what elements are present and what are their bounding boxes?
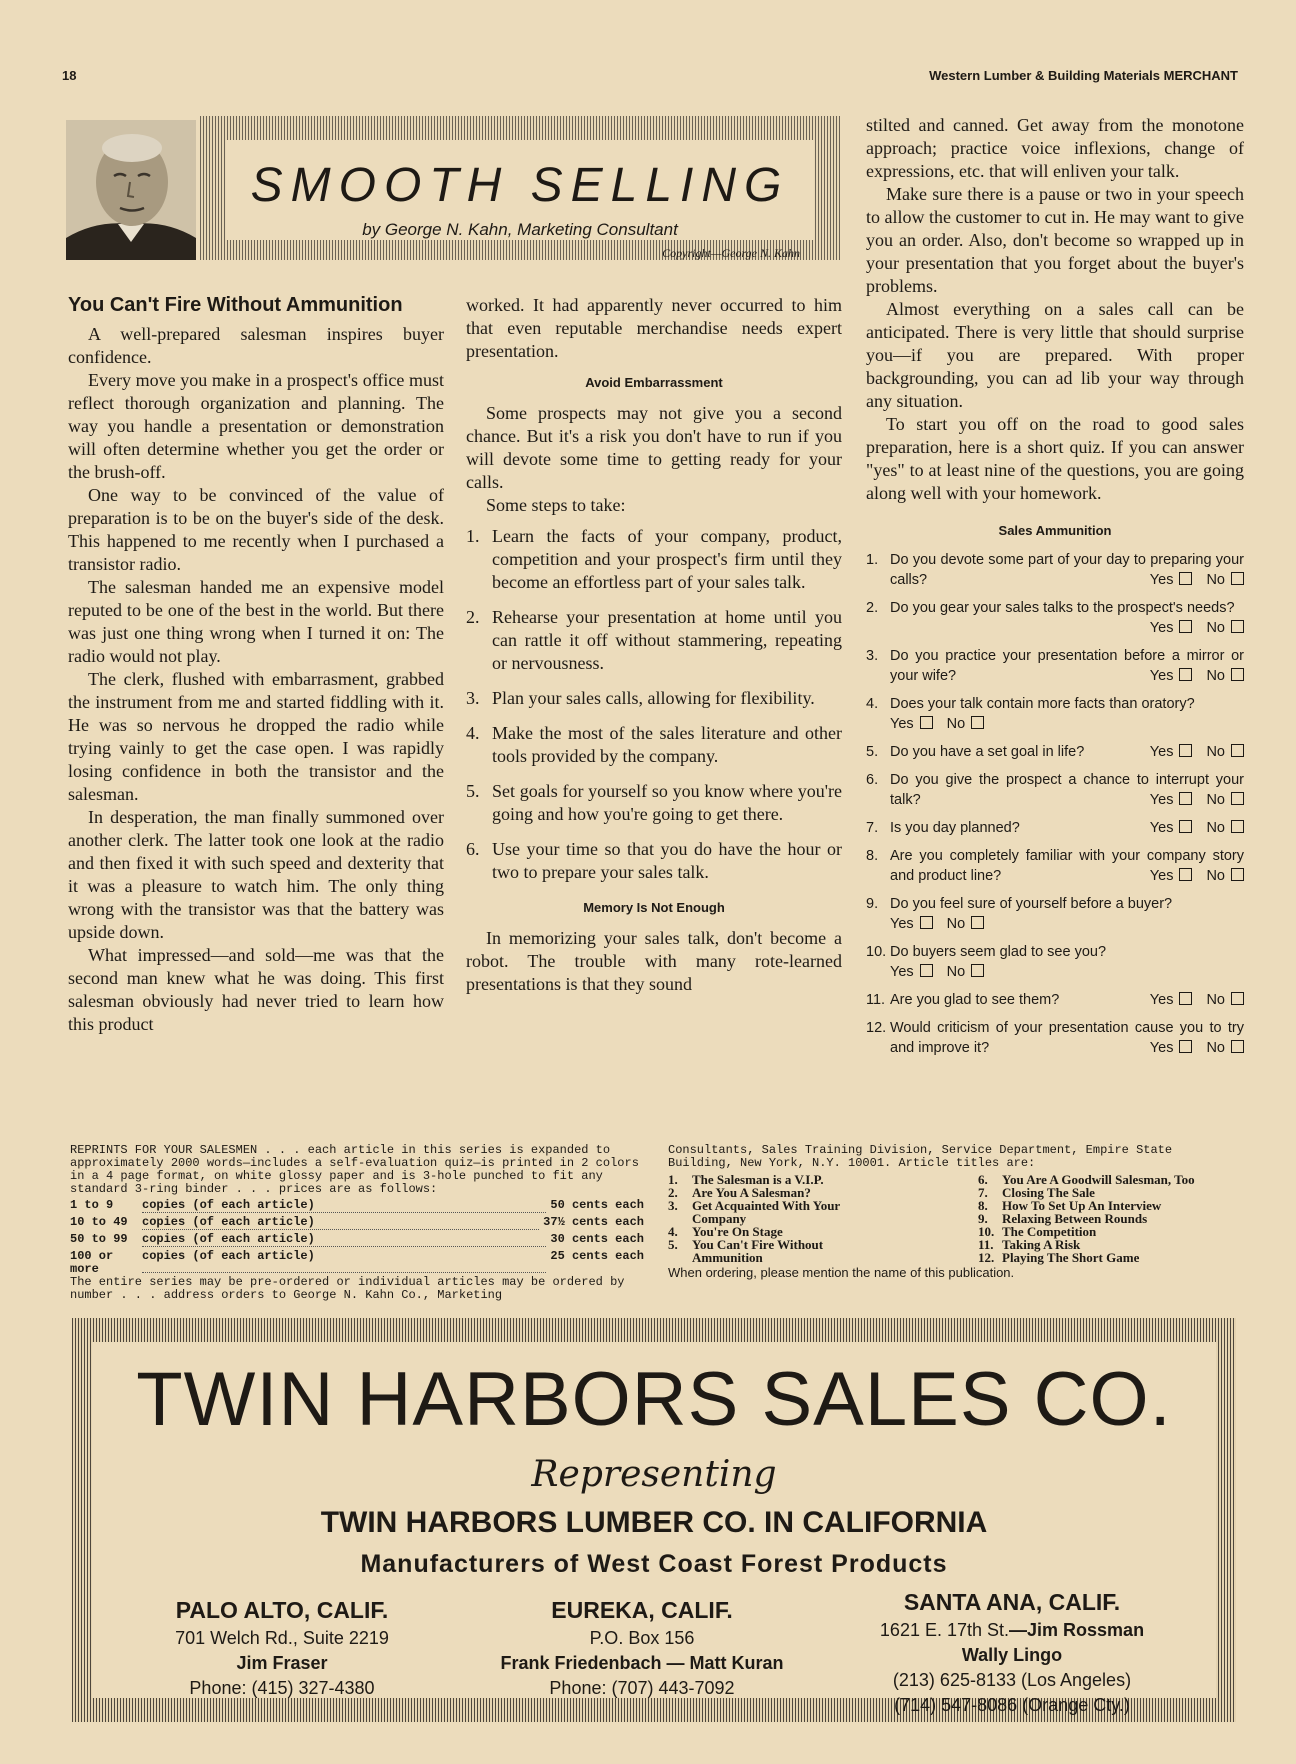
- list-item: 4. You're On Stage: [668, 1224, 783, 1239]
- yes-checkbox[interactable]: [1179, 1040, 1192, 1053]
- list-item: 8. How To Set Up An Interview: [978, 1198, 1162, 1213]
- price-list: [70, 1199, 644, 1276]
- ordering-note: When ordering, please mention the name of this publication.: [668, 1265, 1015, 1280]
- paragraph: Some prospects may not give you a second chance. But it's a risk you don't have to run if you will devote some time to getting ready for your calls.: [466, 403, 842, 492]
- quiz-item: 6. Do you give the prospect a chance to interrupt your talk? Yes No: [866, 772, 1244, 808]
- price-row: 1 to 9 copies (of each article) 50 cents each: [70, 1198, 644, 1212]
- article-column-1: [68, 294, 444, 1036]
- no-checkbox[interactable]: [1231, 744, 1244, 757]
- paragraph: worked. It had apparently never occurred to him that even reputable merchandise needs expert presentation.: [466, 295, 842, 361]
- yes-checkbox[interactable]: [920, 964, 933, 977]
- list-item: 9. Relaxing Between Rounds: [978, 1211, 1148, 1226]
- office-eureka: EUREKA, CALIF. P.O. Box 156 Frank Friedenbach — Matt Kuran Phone: (707) 443-7092: [500, 1597, 784, 1698]
- quiz-item: 8. Are you completely familiar with your company story and product line? Yes No: [866, 848, 1244, 884]
- paragraph: One way to be convinced of the value of preparation is to be on the buyer's side of the desk. This happened to me recently when I purchased a transistor radio.: [68, 485, 444, 574]
- page-number: 18: [62, 68, 77, 83]
- price-row: 50 to 99 copies (of each article) 30 cents each: [70, 1232, 644, 1246]
- quiz-item: 5. Do you have a set goal in life? Yes No: [866, 742, 1244, 762]
- article-column-3: [866, 114, 1244, 1066]
- office-santa-ana: SANTA ANA, CALIF. 1621 E. 17th St.—Jim Rossman Wally Lingo (213) 625-8133 (Los Angeles) (714) 547-8086 (Orange Cty.): [879, 1589, 1145, 1715]
- quiz-item: 12. Would criticism of your presentation cause you to try and improve it? Yes No: [866, 1020, 1244, 1056]
- yes-checkbox[interactable]: [1179, 820, 1192, 833]
- yes-checkbox[interactable]: [1179, 572, 1192, 585]
- price-row: 10 to 49 copies (of each article) 37½ cents each: [70, 1215, 644, 1229]
- author-portrait: [66, 120, 196, 260]
- quiz-item: 9. Do you feel sure of yourself before a buyer? Yes No: [866, 896, 1173, 932]
- titles-right: [978, 1173, 1244, 1264]
- paragraph: Some steps to take:: [486, 495, 626, 515]
- paragraph: To start you off on the road to good sales preparation, here is a short quiz. If you can answer "yes" to at least nine of the questions, you are going along well with your homework.: [866, 414, 1244, 503]
- publication-title: Western Lumber & Building Materials MERCHANT: [929, 68, 1238, 83]
- reprints-offer: [70, 1144, 644, 1302]
- paragraph: stilted and canned. Get away from the monotone approach; practice voice inflexions, change of expressions, etc. that will enliven your talk.: [866, 115, 1244, 181]
- list-item: 12. Playing The Short Game: [978, 1250, 1140, 1265]
- paragraph: Make sure there is a pause or two in your speech to allow the customer to cut in. He may want to give you an order. Also, don't become so wrapped up in your presentation that you forget about the buyer's problems.: [866, 184, 1244, 296]
- no-checkbox[interactable]: [1231, 1040, 1244, 1053]
- reprints-intro: REPRINTS FOR YOUR SALESMEN . . . each article in this series is expanded to approximately 2000 words—includes a self-evaluation quiz—is printed in 2 colors in a 4 page format, on white glossy paper and is 3-hole punched to fit any standard 3-ring binder . . . prices are as follows:: [70, 1143, 639, 1196]
- steps-list: [466, 525, 842, 884]
- ad-company: TWIN HARBORS LUMBER CO. IN CALIFORNIA: [320, 1506, 988, 1539]
- no-checkbox[interactable]: [1231, 992, 1244, 1005]
- list-item: 6. Use your time so that you do have the hour or two to prepare your sales talk.: [466, 839, 842, 882]
- reprints-address: Consultants, Sales Training Division, Service Department, Empire State Building, New York, N.Y. 10001. Article titles are:: [668, 1143, 1173, 1170]
- reprints-continued: [668, 1144, 1244, 1279]
- article-titles: [668, 1173, 1244, 1264]
- list-item: 3. Get Acquainted With Your Company: [668, 1198, 840, 1226]
- article-column-2: [466, 294, 842, 996]
- list-item: 1. Learn the facts of your company, product, competition and your prospect's firm until they become an effortless part of your sales talk.: [466, 526, 842, 592]
- quiz-item: 3. Do you practice your presentation before a mirror or your wife? Yes No: [866, 648, 1244, 684]
- author-photo-icon: [66, 120, 196, 260]
- titles-left: [668, 1173, 978, 1264]
- list-item: 10. The Competition: [978, 1224, 1097, 1239]
- list-item: 6. You Are A Goodwill Salesman, Too: [978, 1172, 1195, 1187]
- quiz-list: [866, 550, 1244, 1058]
- paragraph: The clerk, flushed with embarrasment, grabbed the instrument from me and started fiddling with it. He was so nervous he dropped the radio while trying vainly to get the case open. I was rapidly losing confidence in both the transistor and the salesman.: [68, 669, 444, 804]
- byline: by George N. Kahn, Marketing Consultant: [362, 220, 678, 239]
- list-item: 5. Set goals for yourself so you know where you're going and how you're going to get there.: [466, 781, 842, 824]
- ad-tagline: Manufacturers of West Coast Forest Products: [360, 1550, 948, 1578]
- yes-checkbox[interactable]: [920, 716, 933, 729]
- yes-checkbox[interactable]: [1179, 620, 1192, 633]
- list-item: 2. Rehearse your presentation at home until you can rattle it off without stammering, repeating or nervousness.: [466, 607, 842, 673]
- list-item: 1. The Salesman is a V.I.P.: [668, 1172, 824, 1187]
- title-box: [200, 116, 840, 260]
- list-item: 4. Make the most of the sales literature and other tools provided by the company.: [466, 723, 842, 766]
- yes-checkbox[interactable]: [920, 916, 933, 929]
- list-item: 5. You Can't Fire Without Ammunition: [668, 1237, 824, 1265]
- article-heading: You Can't Fire Without Ammunition: [68, 294, 403, 316]
- list-item: 11. Taking A Risk: [978, 1237, 1081, 1252]
- subheading-memory: Memory Is Not Enough: [583, 900, 725, 915]
- quiz-item: 10. Do buyers seem glad to see you? Yes No: [866, 944, 1107, 980]
- no-checkbox[interactable]: [971, 916, 984, 929]
- yes-checkbox[interactable]: [1179, 668, 1192, 681]
- column-title: SMOOTH SELLING: [250, 159, 790, 212]
- ad-representing: Representing: [531, 1454, 777, 1495]
- list-item: 2. Are You A Salesman?: [668, 1185, 811, 1200]
- ad-title: TWIN HARBORS SALES CO.: [136, 1357, 1172, 1442]
- no-checkbox[interactable]: [1231, 792, 1244, 805]
- no-checkbox[interactable]: [1231, 868, 1244, 881]
- yes-checkbox[interactable]: [1179, 744, 1192, 757]
- quiz-item: 2. Do you gear your sales talks to the prospect's needs? Yes No: [866, 598, 1244, 638]
- reprints-outro: The entire series may be pre-ordered or individual articles may be ordered by number . . . address orders to George N. Kahn Co., Marketing: [70, 1275, 625, 1302]
- quiz-item: 1. Do you devote some part of your day to preparing your calls? Yes No: [866, 552, 1244, 588]
- no-checkbox[interactable]: [1231, 620, 1244, 633]
- paragraph: What impressed—and sold—me was that the second man knew what he was doing. This first salesman obviously had never tried to learn how this product: [68, 945, 444, 1034]
- paragraph: Almost everything on a sales call can be anticipated. There is very little that should surprise you—if you are prepared. With proper backgrounding, you can ad lib your way through any situation.: [866, 299, 1244, 411]
- no-checkbox[interactable]: [1231, 820, 1244, 833]
- paragraph: Every move you make in a prospect's office must reflect thorough organization and planning. The way you handle a presentation or demonstration will often determine whether you get the order or the brush-off.: [68, 370, 444, 482]
- no-checkbox[interactable]: [971, 964, 984, 977]
- paragraph: In memorizing your sales talk, don't become a robot. The trouble with many rote-learned presentations is that they sound: [466, 928, 842, 994]
- paragraph: The salesman handed me an expensive model reputed to be one of the best in the world. But there was just one thing wrong when I turned it on: The radio would not play.: [68, 577, 444, 666]
- paragraph: A well-prepared salesman inspires buyer confidence.: [68, 324, 444, 367]
- quiz-item: 11. Are you glad to see them? Yes No: [866, 990, 1244, 1010]
- yes-checkbox[interactable]: [1179, 792, 1192, 805]
- no-checkbox[interactable]: [1231, 668, 1244, 681]
- yes-checkbox[interactable]: [1179, 868, 1192, 881]
- no-checkbox[interactable]: [1231, 572, 1244, 585]
- office-palo-alto: PALO ALTO, CALIF. 701 Welch Rd., Suite 2219 Jim Fraser Phone: (415) 327-4380: [175, 1597, 389, 1698]
- price-row: 100 or more copies (of each article) 25 cents each: [70, 1249, 644, 1276]
- quiz-item: 7. Is you day planned? Yes No: [866, 818, 1244, 838]
- no-checkbox[interactable]: [971, 716, 984, 729]
- quiz-item: 4. Does your talk contain more facts than oratory? Yes No: [866, 696, 1195, 732]
- copyright-line: Copyright—George N. Kahn: [662, 246, 800, 260]
- yes-checkbox[interactable]: [1179, 992, 1192, 1005]
- quiz-title: Sales Ammunition: [998, 523, 1112, 538]
- subheading-avoid-embarrassment: Avoid Embarrassment: [585, 375, 723, 390]
- list-item: 3. Plan your sales calls, allowing for flexibility.: [466, 688, 815, 708]
- advertisement: [72, 1318, 1236, 1722]
- paragraph: In desperation, the man finally summoned over another clerk. The latter took one look at the radio and then fixed it with such speed and dexterity that it was a pleasure to watch him. The only thing wrong with the transistor was that the battery was upside down.: [68, 807, 444, 942]
- list-item: 7. Closing The Sale: [978, 1185, 1095, 1200]
